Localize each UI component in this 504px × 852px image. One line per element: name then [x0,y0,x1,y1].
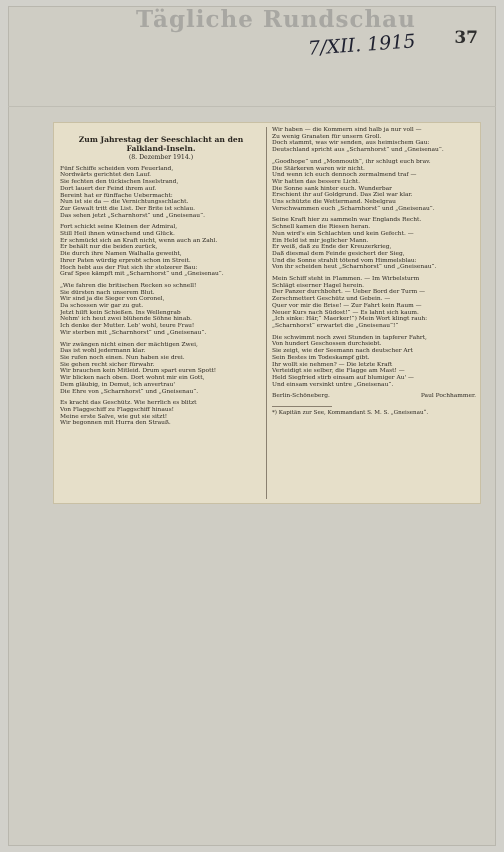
poem-stanza [60,166,262,220]
page-crease [8,106,496,107]
poem-line: Quer vor mir die Brise! — Zur Fahrt kein Raum — [272,302,422,309]
poem-line: Still Heil ihnen wünschend und Glück. [60,231,175,238]
poem-line: Von Flaggschiff zu Flaggschiff hinaus! [60,406,175,413]
poem-line: Das sehen jetzt „Scharnhorst“ und „Gneisenau“. [60,212,205,219]
poem-line: Verteidigt sie selber, die Flagge am Mast! — [272,368,405,375]
poem-stanza [60,224,262,278]
signature-name: Paul Pochhammer. [420,393,476,400]
column-divider [266,127,267,499]
poem-line: Fort schickt seine Kleinen der Admiral, [60,224,178,231]
poem-line: Held Siegfried stirb einsam auf blumiger Au' — [272,374,414,381]
poem-line: Wir begonnen mit Hurra den Strauß. [60,420,171,427]
poem-line: Das ist wohl jedermann klar. [60,348,146,355]
poem-line: „Ich sinke: Här,“ Maerker!“) Mein Wort klingt rauh: [272,316,428,323]
poem-line: Die Sonne sank hinter euch. Wunderbar [272,185,392,192]
poem-line: Meine erste Salve, wie gut sie sitzt! [60,413,168,420]
poem-line: Dort lauert der Feind ihrem auf. [60,185,157,192]
poem-line: Sie gehen recht sicher fürwahr. [60,361,155,368]
poem-line: Sie dürsten nach unserem Blut. [60,289,155,296]
poem-line: Doch stammt, was wir senden, aus heimischem Gau: [272,140,430,147]
poem-line: Sein Bestes im Todeskampf gibt. [272,354,370,361]
poem-line: Deutschland spricht aus „Scharnhorst“ und „Gneisenau“. [272,147,444,154]
handwritten-date: 7/XII. 1915 [307,30,417,60]
poem-line: Jetzt hilft kein Schießen. Ins Wellengrab [60,309,181,316]
poem-line: Nun wird's ein Schlachten und kein Gefecht. — [272,230,414,237]
poem-line: Nordwärts gerichtet den Lauf. [60,172,152,179]
poem-column-left [60,127,262,432]
poem-line: Er behält nur die beiden zurück, [60,244,158,251]
poem-date: (8. Dezember 1914.) [128,154,194,161]
footnote: *) Kapitän zur See, Kommandant S. M. S. „Gneisenau“. [272,410,429,417]
left-stanzas [60,166,262,427]
poem-line: Ich denke der Mutter. Leb' wohl, teure Frau! [60,323,195,330]
poem-stanza [272,217,476,271]
poem-line: „Wie fahren die britischen Recken so schnell! [60,282,197,289]
poem-line: Nun ist sie da — die Vernichtungsschlacht. [60,199,189,206]
poem-line: Und wenn ich euch dennoch zermalmend traf — [272,172,417,179]
newspaper-clipping [54,123,480,503]
poem-line: Schlägt eiserner Hagel herein. [272,282,364,289]
poem-column-right [272,127,476,417]
poem-line: Die durch ihre Namen Walhalla geweiht, [60,251,182,258]
poem-line: „Scharnhorst“ erwartet die „Gneisenau“!“ [272,322,399,329]
poem-line: Wir sterben mit „Scharnhorst“ und „Gneisenau“. [60,329,207,336]
poem-line: Die Stärkeren waren wir nicht. [272,165,365,172]
poem-line: Zur Gewalt tritt die List. Der Brite ist schlau. [60,205,196,212]
poem-line: Er schmückt sich an Kraft nicht, wenn auch an Zahl. [60,237,218,244]
poem-stanza [60,283,262,337]
poem-line: Wir haben — die Kommern sind halb ja nur voll — [272,127,422,133]
poem-line: Ihrer Paten würdig erprobt schon im Streit. [60,257,191,264]
poem-line: Wir zwängen nicht einen der mächtigen Zwei, [60,341,198,348]
poem-line: Die Ehre von „Scharnhorst“ und „Gneisenau“. [60,388,199,395]
archive-page [8,6,496,846]
footnote-rule [272,406,332,407]
poem-line: Und einsam versinkt untre „Gneisenau“. [272,381,394,388]
poem-line: Wir blicken nach oben. Dort wohnt mir ein Gott, [60,375,205,382]
poem-line: Der Panzer durchbohrt. — Ueber Bord der Turm — [272,289,426,296]
poem-line: Dem gläubig, in Demut, ich anvertrau' [60,381,175,388]
poem-line: Seine Kraft hier zu sammeln war Englands Recht. [272,217,422,224]
poem-line: Die schwimmt noch zwei Stunden in tapferer Fahrt, [272,334,427,341]
poem-line: Wir brauchen kein Mitleid. Drum spart euren Spott! [60,368,217,375]
poem-line: Sie zeigt, wie der Seemann nach deutscher Art [272,348,413,355]
poem-line: Nehm' ich heut zwei blühende Söhne hinab. [60,316,192,323]
poem-line: Ein Held ist mir jeglicher Mann. [272,237,369,244]
signature-row [272,393,476,400]
poem-line: Neuer Kurs nach Südost!“ — Es lahnt sich kaum. [272,309,419,316]
poem-line: Bereint hat er fünffache Uebermacht: [60,192,173,199]
poem-line: Und die Sonne strahlt tötend vom Himmelsblau: [272,257,417,264]
poem-line: Daß diesmal dem Feinde gesichert der Sieg, [272,250,405,257]
poem-line: Uns schützte die Wettermand. Nebelgrau [272,199,396,206]
poem-line: Fünf Schiffe scheiden vom Feuerland, [60,165,174,172]
poem-title: Zum Jahrestag der Seeschlacht an den Falkland-Inseln. [78,135,244,153]
poem-stanza [60,342,262,396]
poem-line: Zerschmettert Geschütz und Gebein. — [272,296,391,303]
poem-line: Hoch hebt aus der Flut sich ihr stolzerer Bau: [60,264,198,271]
signature-place: Berlin-Schöneberg. [272,393,330,400]
poem-line: Graf Spee kämpft mit „Scharnhorst“ und „Gneisenau“. [60,271,224,278]
poem-line: Wir sind ja die Sieger von Coronel, [60,296,165,303]
poem-line: Ihr wollt sie nehmen? — Die letzte Kraft [272,361,393,368]
poem-line: „Goodhope“ und „Monmouth“, ihr schlugt euch brav. [272,158,431,165]
right-stanzas [272,127,476,388]
masthead: Tägliche Rundschau [136,6,416,33]
poem-line: Verschwammen euch „Scharnhorst“ und „Gneisenau“. [272,205,435,212]
poem-line: Erschient ihr auf Goldgrund. Das Ziel war klar. [272,192,413,199]
poem-line: Mein Schiff steht in Flammen. — Im Wirbelsturm [272,276,420,283]
poem-stanza [60,400,262,427]
poem-line: Von ihr scheiden heut „Scharnhorst“ und „Gneisenau“. [272,264,437,271]
poem-line: Es kracht das Geschütz. Wie herrlich es blitzt [60,400,197,407]
poem-stanza [272,335,476,389]
poem-line: Er weiß, daß zu Ende der Kreuzerkrieg, [272,244,392,251]
poem-line: Wir hatten das bessere Licht. [272,178,360,185]
poem-stanza [272,276,476,330]
poem-stanza [272,159,476,213]
page-number: 37 [454,28,478,48]
poem-line: Sie fechten den tückischen Inselstrand, [60,179,179,186]
poem-line: Sie rufen noch einen. Nun haben sie drei. [60,354,185,361]
poem-line: Von hundert Geschossen durchsiebt. [272,341,382,348]
poem-line: Zu wenig Granaten für unsern Groll. [272,133,382,140]
poem-line: Schnell kamen die Riesen heran. [272,224,371,231]
poem-line: Da schossen wir gar zu gut. [60,303,144,310]
poem-stanza [272,127,476,154]
